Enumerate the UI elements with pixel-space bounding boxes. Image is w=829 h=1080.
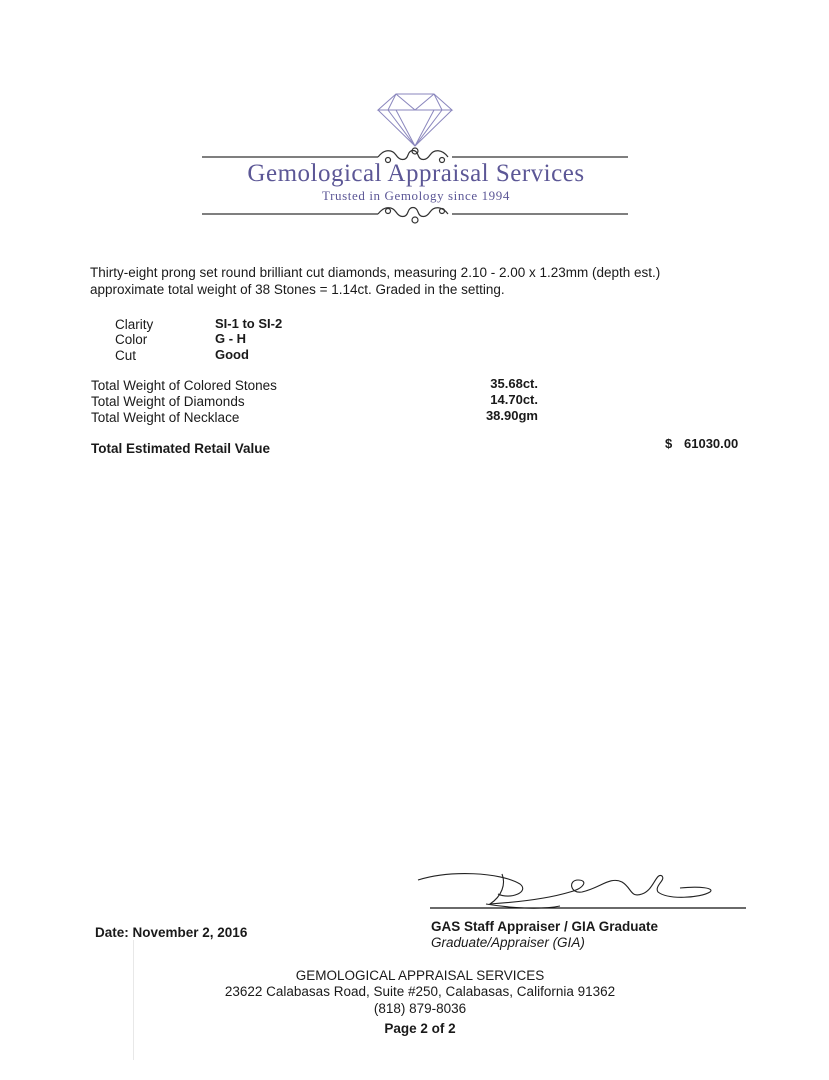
footer-company: GEMOLOGICAL APPRAISAL SERVICES — [295, 968, 545, 983]
spec-label-color: Color — [115, 332, 148, 347]
company-tagline: Trusted in Gemology since 1994 — [322, 188, 510, 203]
footer-address: 23622 Calabasas Road, Suite #250, Calabasas, California 91362 — [224, 984, 616, 999]
weight-label-colored-stones: Total Weight of Colored Stones — [91, 378, 277, 393]
company-name: Gemological Appraisal Services — [247, 160, 585, 187]
spec-label-clarity: Clarity — [115, 317, 154, 332]
weight-value-colored-stones: 35.68ct. — [490, 376, 538, 391]
total-value-amount: 61030.00 — [684, 436, 739, 451]
scan-artifact-line — [133, 940, 134, 1060]
spec-label-cut: Cut — [115, 348, 137, 363]
item-description — [90, 264, 730, 298]
handwritten-signature — [410, 862, 750, 916]
page-number: Page 2 of 2 — [384, 1021, 456, 1036]
appraiser-title: GAS Staff Appraiser / GIA Graduate — [431, 919, 659, 934]
spec-value-clarity: SI-1 to SI-2 — [215, 316, 283, 331]
spec-value-cut: Good — [215, 347, 249, 362]
weight-value-necklace: 38.90gm — [485, 408, 538, 423]
weight-label-necklace: Total Weight of Necklace — [91, 410, 240, 425]
total-value-label: Total Estimated Retail Value — [91, 441, 271, 456]
currency-symbol: $ — [665, 436, 673, 451]
weight-label-diamonds: Total Weight of Diamonds — [91, 394, 245, 409]
weight-value-diamonds: 14.70ct. — [490, 392, 538, 407]
description-line-2: approximate total weight of 38 Stones = 1.14ct. Graded in the setting. — [90, 282, 505, 297]
appraiser-credential: Graduate/Appraiser (GIA) — [431, 935, 585, 950]
appraisal-date: Date: November 2, 2016 — [95, 925, 248, 940]
footer-phone: (818) 879-8036 — [373, 1001, 467, 1016]
description-line-1: Thirty-eight prong set round brilliant cut diamonds, measuring 2.10 - 2.00 x 1.23mm (depth est.) — [90, 265, 661, 280]
diamond-logo — [200, 88, 630, 228]
spec-value-color: G - H — [215, 331, 247, 346]
